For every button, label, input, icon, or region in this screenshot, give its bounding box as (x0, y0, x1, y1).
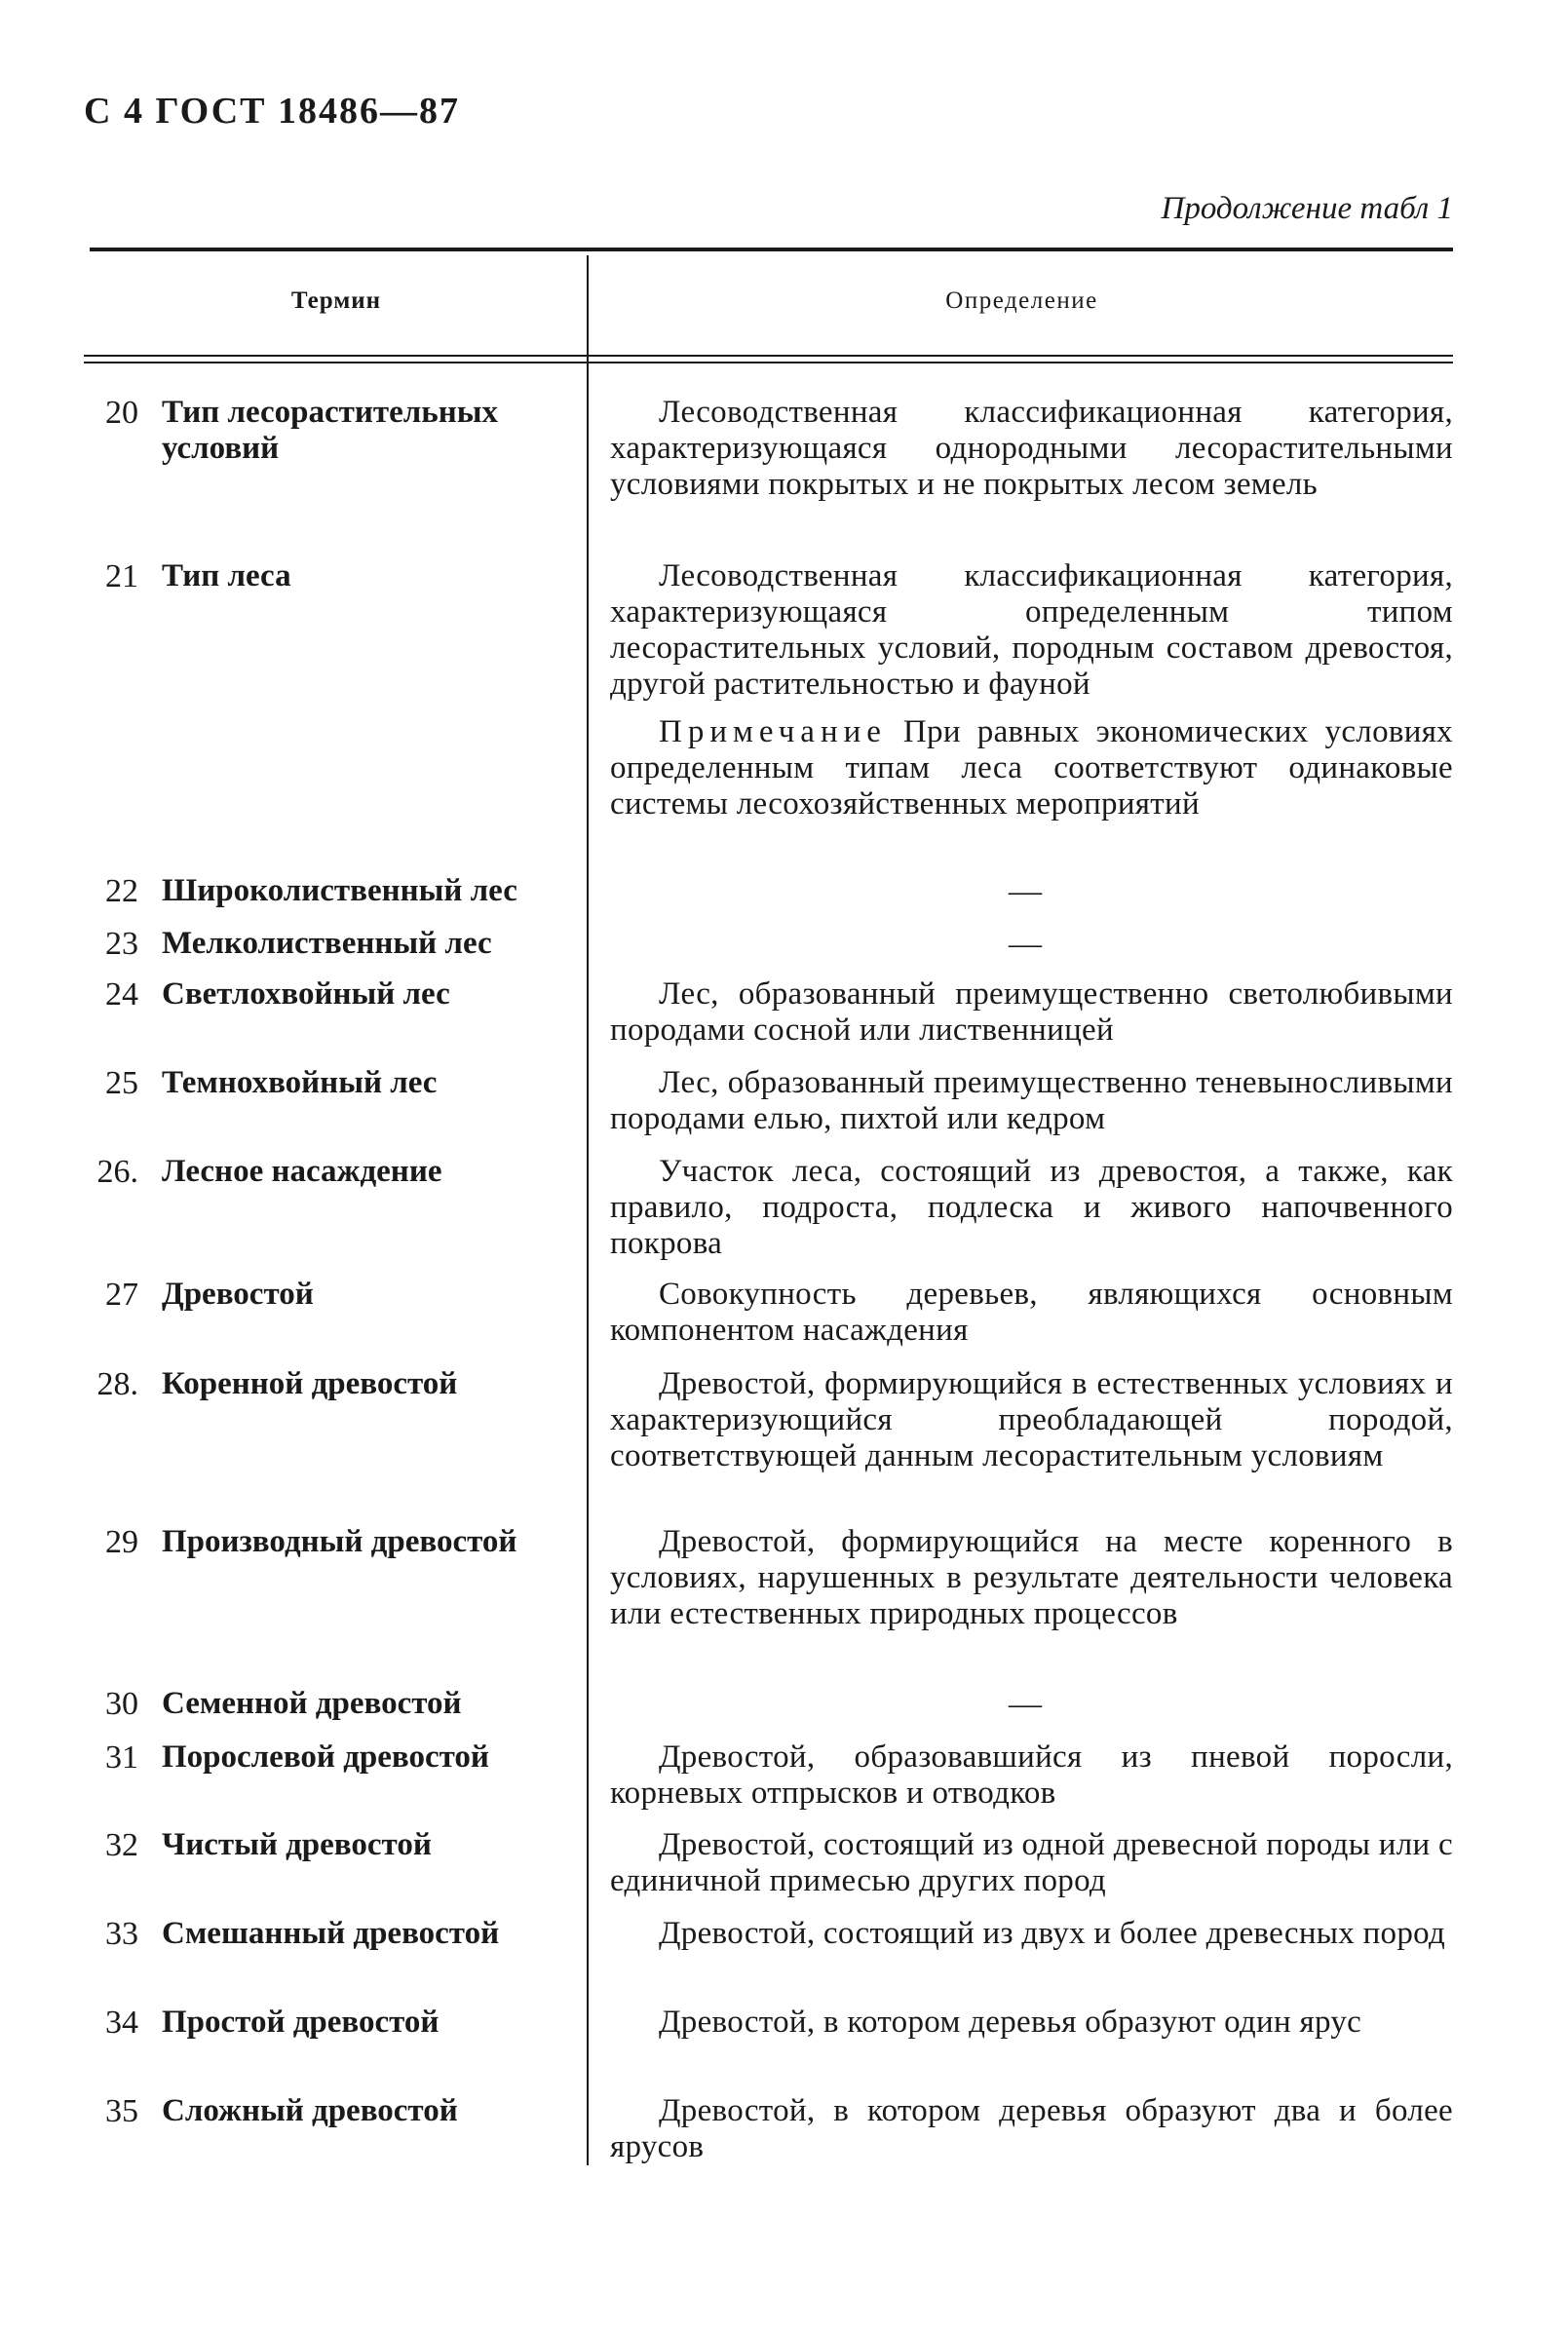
term-number: 27 (105, 1277, 138, 1313)
definition-text: Лесоводственная классификационная категория, характеризующаяся определенным типом лесорастительных условий, породным составом древостоя, другой растительностью и фауной (610, 558, 1453, 702)
definition-text: Лесоводственная классификационная категория, характеризующаяся однородными лесорастительными условиями покрытых и не покрытых лесом земель (610, 395, 1453, 502)
term-name: Древостой (162, 1277, 314, 1312)
term-number: 32 (105, 1827, 138, 1863)
table-header-rule (84, 355, 1453, 357)
table-column-divider (587, 255, 589, 2165)
term-number: 21 (105, 558, 138, 594)
term-name: Темнохвойный лес (162, 1065, 438, 1100)
definition-text: Древостой, образовавшийся из пневой поросли, корневых отпрысков и отводков (610, 1739, 1453, 1811)
definition-note (610, 714, 1453, 822)
definition-text: Древостой, в котором деревья образуют один ярус (659, 2005, 1362, 2040)
term-name: Сложный древостой (162, 2093, 458, 2128)
term-definition (610, 558, 1453, 834)
term-name: Смешанный древостой (162, 1916, 500, 1951)
term-name: Мелколиственный лес (162, 926, 492, 961)
term-name: Тип леса (162, 558, 291, 593)
note-text: При равных экономических условиях определенным типам леса соответствуют одинаковые системы лесохозяйственных мероприятий (610, 714, 1453, 822)
term-definition (610, 1739, 1453, 1823)
definition-dash: — (1009, 926, 1042, 962)
term-number: 30 (105, 1686, 138, 1722)
term-definition (610, 1916, 1453, 1964)
term-number: 28. (96, 1366, 138, 1402)
term-number: 20 (105, 395, 138, 431)
term-number: 23 (105, 926, 138, 962)
term-definition (610, 976, 1453, 1060)
term-definition (610, 1277, 1453, 1360)
definition-dash: — (1009, 873, 1042, 909)
term-definition (610, 1524, 1453, 1644)
definition-text: Лес, образованный преимущественно теневыносливыми породами елью, пихтой или кедром (610, 1065, 1453, 1136)
term-number: 24 (105, 976, 138, 1013)
definition-text: Древостой, в котором деревья образуют два и более ярусов (610, 2093, 1453, 2164)
term-number: 29 (105, 1524, 138, 1560)
term-definition (610, 1827, 1453, 1911)
term-number: 34 (105, 2005, 138, 2041)
term-name: Широколиственный лес (162, 873, 517, 908)
term-definition (610, 1065, 1453, 1149)
term-number: 22 (105, 873, 138, 909)
table-header-rule-double (84, 362, 1453, 363)
term-definition (610, 1154, 1453, 1274)
term-number: 35 (105, 2093, 138, 2129)
definition-text: Древостой, формирующийся на месте коренного в условиях, нарушенных в результате деятельности человека или естественных природных процессов (610, 1524, 1453, 1631)
definition-text: Древостой, состоящий из одной древесной породы или с единичной примесью других пород (610, 1827, 1453, 1898)
term-name: Порослевой древостой (162, 1739, 489, 1775)
column-header-definition: Определение (945, 287, 1098, 314)
definition-text: Лес, образованный преимущественно светолюбивыми породами сосной или лиственницей (610, 976, 1453, 1048)
term-definition (610, 395, 1453, 515)
definition-text: Древостой, формирующийся в естественных условиях и характеризующийся преобладающей породой, соответствующей данным лесорастительным условиям (610, 1366, 1453, 1473)
term-number: 31 (105, 1739, 138, 1776)
column-header-term: Термин (290, 287, 382, 314)
note-label: Примечание (659, 714, 887, 749)
definition-dash: — (1009, 1686, 1042, 1722)
term-name: Семенной древостой (162, 1686, 462, 1721)
definition-text: Древостой, состоящий из двух и более древесных пород (659, 1916, 1446, 1951)
term-name: Тип лесорастительных условий (162, 395, 499, 466)
term-definition (610, 2093, 1453, 2177)
term-name: Лесное насаждение (162, 1154, 442, 1189)
term-name: Производный древостой (162, 1524, 517, 1559)
term-name: Чистый древостой (162, 1827, 432, 1862)
table-continuation-label: Продолжение табл 1 (1161, 191, 1453, 226)
term-definition (610, 1366, 1453, 1486)
term-number: 33 (105, 1916, 138, 1952)
definition-text: Участок леса, состоящий из древостоя, а также, как правило, подроста, подлеска и живого напочвенного покрова (610, 1154, 1453, 1261)
term-name: Коренной древостой (162, 1366, 458, 1401)
page-header: С 4 ГОСТ 18486—87 (84, 91, 460, 132)
term-number: 26. (96, 1154, 138, 1190)
term-definition (610, 2005, 1453, 2052)
term-name: Светлохвойный лес (162, 976, 450, 1012)
table-top-rule (90, 248, 1453, 251)
term-number: 25 (105, 1065, 138, 1101)
definition-text: Совокупность деревьев, являющихся основным компонентом насаждения (610, 1277, 1453, 1348)
term-name: Простой древостой (162, 2005, 440, 2040)
